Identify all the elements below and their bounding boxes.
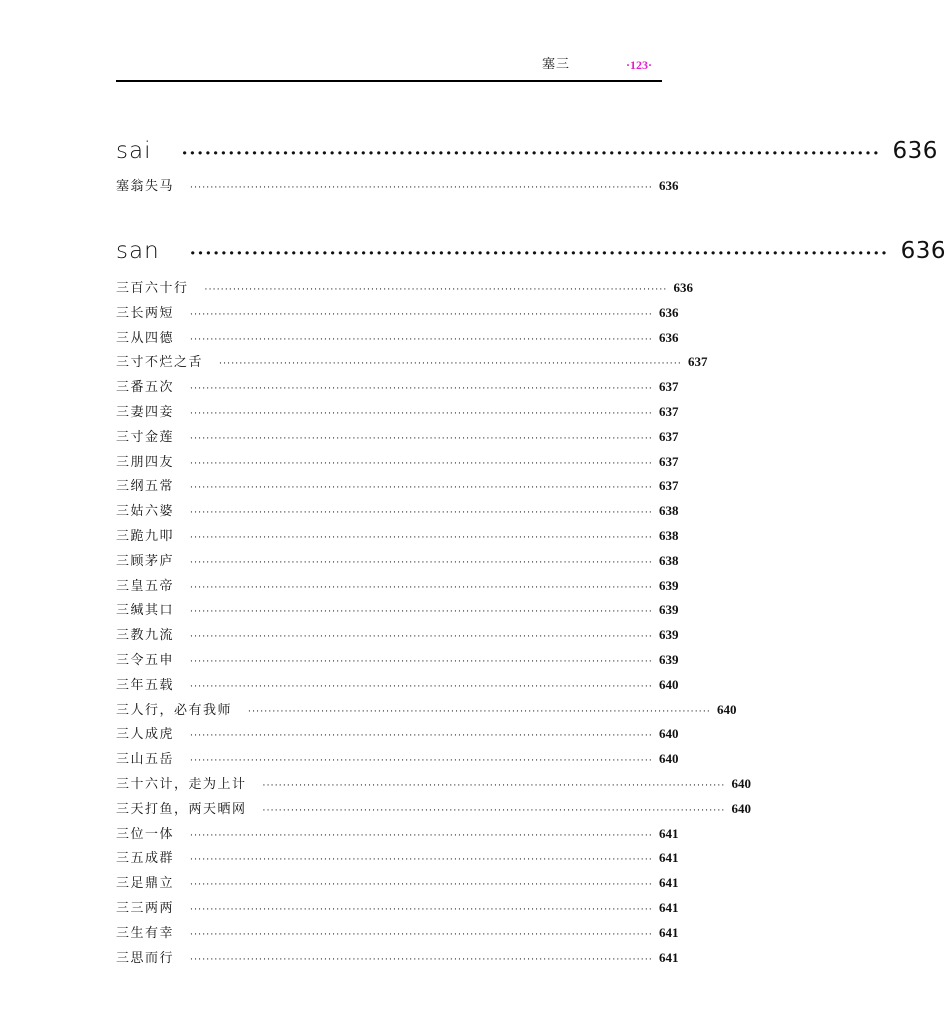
index-entry — [116, 946, 679, 971]
entry-term: 三皇五帝 — [116, 578, 175, 594]
dot-leader: ·················································································································· — [190, 681, 653, 692]
index-entry — [116, 772, 751, 797]
index-entry — [116, 623, 679, 648]
entry-page: 638 — [658, 552, 679, 568]
index-entry — [116, 400, 679, 425]
entry-page: 641 — [658, 875, 679, 891]
dot-leader: ·················································································································· — [190, 756, 653, 767]
entry-page: 641 — [658, 825, 679, 841]
section-heading-row — [116, 116, 938, 164]
entry-page: 637 — [687, 354, 708, 370]
entry-page: 640 — [731, 775, 751, 791]
dot-leader: ·················································································································· — [190, 483, 653, 494]
entry-term: 三足鼎立 — [116, 876, 175, 892]
dot-leader: ·················································································································· — [190, 904, 653, 915]
entry-term: 塞翁失马 — [116, 179, 175, 194]
section-heading: sai — [116, 138, 152, 164]
dot-leader: ·················································································································· — [190, 458, 653, 469]
entry-term: 三年五载 — [116, 677, 175, 693]
entry-page: 636 — [658, 178, 679, 193]
index-section-san — [116, 216, 946, 970]
entry-term: 三百六十行 — [116, 281, 189, 296]
header-page-number: ·123· — [625, 58, 652, 72]
entry-page: 641 — [658, 850, 679, 866]
entry-page: 639 — [658, 602, 679, 618]
index-entry — [116, 648, 679, 673]
entry-page: 641 — [658, 949, 679, 965]
entry-page: 641 — [658, 924, 679, 940]
index-entry — [116, 375, 679, 400]
index-entry — [116, 524, 679, 549]
entry-term: 三人行，必有我师 — [116, 702, 233, 718]
entry-term: 三妻四妾 — [116, 404, 175, 420]
entry-term: 三教九流 — [116, 628, 175, 644]
header-rule — [116, 80, 662, 82]
dot-leader: ·················································································································· — [190, 557, 653, 568]
entry-page: 637 — [658, 478, 679, 494]
index-entry — [116, 474, 679, 499]
dot-leader: ·················································································································· — [190, 929, 653, 940]
dot-leader: ·················································································································· — [262, 780, 726, 791]
entry-term: 三从四德 — [116, 330, 175, 346]
entry-term: 三思而行 — [116, 950, 175, 966]
entry-page: 637 — [658, 453, 679, 469]
index-entry — [116, 797, 751, 822]
index-entry — [116, 326, 679, 351]
entry-page: 637 — [658, 379, 679, 395]
entry-term: 三十六计，走为上计 — [116, 776, 247, 792]
index-entry — [116, 921, 679, 946]
entry-page: 637 — [658, 428, 679, 444]
index-entry-list — [116, 276, 751, 970]
entry-page: 640 — [658, 726, 679, 742]
running-header — [116, 56, 662, 78]
dot-leader: ·················································································································· — [190, 334, 653, 345]
index-entry — [116, 598, 679, 623]
dot-leader: ·················································································································· — [248, 706, 711, 717]
entry-term: 三位一体 — [116, 826, 175, 842]
index-entry — [116, 549, 679, 574]
index-entry — [116, 871, 679, 896]
entry-page: 640 — [731, 800, 751, 816]
entry-term: 三长两短 — [116, 305, 175, 321]
index-entry — [116, 698, 737, 723]
dot-leader: ·················································································································· — [190, 183, 653, 193]
entry-page: 636 — [673, 280, 693, 295]
entry-page: 640 — [658, 676, 679, 692]
dot-leader: ·················································································································· — [190, 582, 653, 593]
entry-page: 639 — [658, 627, 679, 643]
entry-term: 三寸金莲 — [116, 429, 175, 445]
dot-leader: ·················································································································· — [190, 731, 653, 742]
entry-page: 636 — [658, 304, 679, 320]
entry-term: 三天打鱼，两天晒网 — [116, 801, 247, 817]
dot-leader: ·················································································································· — [190, 532, 653, 543]
index-entry — [116, 276, 693, 301]
dot-leader: ·················································································································· — [262, 805, 726, 816]
dot-leader: ·················································································································· — [190, 632, 653, 643]
index-entry — [116, 174, 679, 199]
entry-term: 三山五岳 — [116, 752, 175, 768]
dot-leader: ·················································································································· — [190, 855, 653, 866]
index-entry — [116, 450, 679, 475]
section-heading-page: 636 — [892, 138, 938, 164]
section-heading: san — [116, 238, 160, 264]
dot-leader: ·················································································································· — [190, 656, 653, 667]
dot-leader: ·················································································································· — [190, 607, 653, 618]
entry-term: 三姑六婆 — [116, 504, 175, 520]
entry-term: 三人成虎 — [116, 727, 175, 743]
dot-leader: ·························································································· — [189, 243, 889, 264]
entry-page: 639 — [658, 651, 679, 667]
index-entry — [116, 722, 679, 747]
entry-term: 三纲五常 — [116, 479, 175, 495]
index-entry — [116, 822, 679, 847]
section-heading-page: 636 — [900, 238, 946, 264]
entry-page: 638 — [658, 527, 679, 543]
index-entry — [116, 846, 679, 871]
entry-term: 三跪九叩 — [116, 528, 175, 544]
entry-term: 三朋四友 — [116, 454, 175, 470]
dot-leader: ·························································································· — [181, 143, 881, 164]
index-entry — [116, 673, 679, 698]
index-entry — [116, 896, 679, 921]
dot-leader: ·················································································································· — [204, 285, 668, 295]
entry-term: 三寸不烂之舌 — [116, 355, 204, 371]
index-entry — [116, 425, 679, 450]
index-entry — [116, 301, 679, 326]
dot-leader: ·················································································································· — [190, 433, 653, 444]
dot-leader: ·················································································································· — [190, 880, 653, 891]
entry-page: 636 — [658, 329, 679, 345]
entry-page: 639 — [658, 577, 679, 593]
entry-page: 641 — [658, 899, 679, 915]
dot-leader: ·················································································································· — [190, 309, 653, 320]
entry-page: 640 — [716, 701, 737, 717]
dot-leader: ·················································································································· — [190, 384, 653, 395]
dot-leader: ·················································································································· — [219, 359, 682, 370]
entry-term: 三顾茅庐 — [116, 553, 175, 569]
index-entry — [116, 350, 708, 375]
section-heading-row — [116, 216, 946, 264]
entry-term: 三缄其口 — [116, 603, 175, 619]
entry-page: 640 — [658, 751, 679, 767]
entry-page: 638 — [658, 503, 679, 519]
dot-leader: ·················································································································· — [190, 508, 653, 519]
index-entry — [116, 499, 679, 524]
entry-term: 三五成群 — [116, 851, 175, 867]
index-section-sai — [116, 116, 938, 199]
dot-leader: ·················································································································· — [190, 408, 653, 419]
entry-page: 637 — [658, 403, 679, 419]
entry-term: 三番五次 — [116, 380, 175, 396]
entry-term: 三生有幸 — [116, 925, 175, 941]
index-entry — [116, 747, 679, 772]
entry-term: 三令五申 — [116, 652, 175, 668]
dot-leader: ·················································································································· — [190, 954, 653, 965]
entry-term: 三三两两 — [116, 900, 175, 916]
header-section-title: 塞三 — [541, 57, 570, 72]
index-entry — [116, 574, 679, 599]
dot-leader: ·················································································································· — [190, 830, 653, 841]
